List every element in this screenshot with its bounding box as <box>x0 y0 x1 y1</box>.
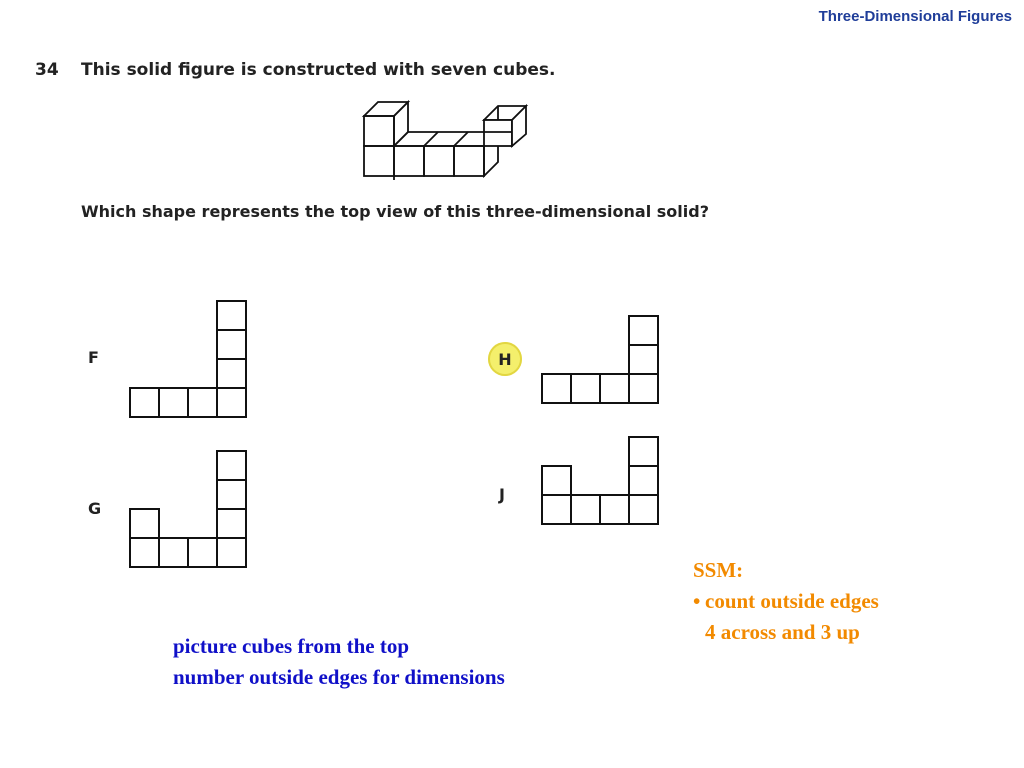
choice-h-highlight[interactable] <box>488 342 522 376</box>
choice-g-grid[interactable] <box>128 449 250 571</box>
choice-f-grid[interactable] <box>128 297 250 419</box>
choice-h-grid[interactable] <box>540 313 664 407</box>
choice-j-label[interactable]: J <box>499 485 505 504</box>
ssm-title: SSM: <box>693 558 744 582</box>
question-number: 34 <box>35 60 59 80</box>
tip-line-2: number outside edges for dimensions <box>173 665 505 689</box>
ssm-note <box>693 555 879 648</box>
choice-g-label[interactable]: G <box>88 499 102 518</box>
choice-j-grid[interactable] <box>540 434 664 528</box>
slide-title: Three-Dimensional Figures <box>818 8 1012 25</box>
tip-line-1: picture cubes from the top <box>173 634 410 658</box>
question-prompt: Which shape represents the top view of this three-dimensional solid? <box>81 202 709 221</box>
choice-f-label[interactable]: F <box>88 348 99 367</box>
solid-figure-diagram <box>360 98 530 180</box>
ssm-line-1: count outside edges <box>705 589 879 613</box>
tip-note <box>173 631 505 693</box>
question-stem: This solid figure is constructed with seven cubes. <box>81 60 556 80</box>
ssm-bullet: • <box>693 589 701 613</box>
ssm-line-2: 4 across and 3 up <box>705 620 860 644</box>
choice-h-label[interactable]: H <box>498 349 512 369</box>
